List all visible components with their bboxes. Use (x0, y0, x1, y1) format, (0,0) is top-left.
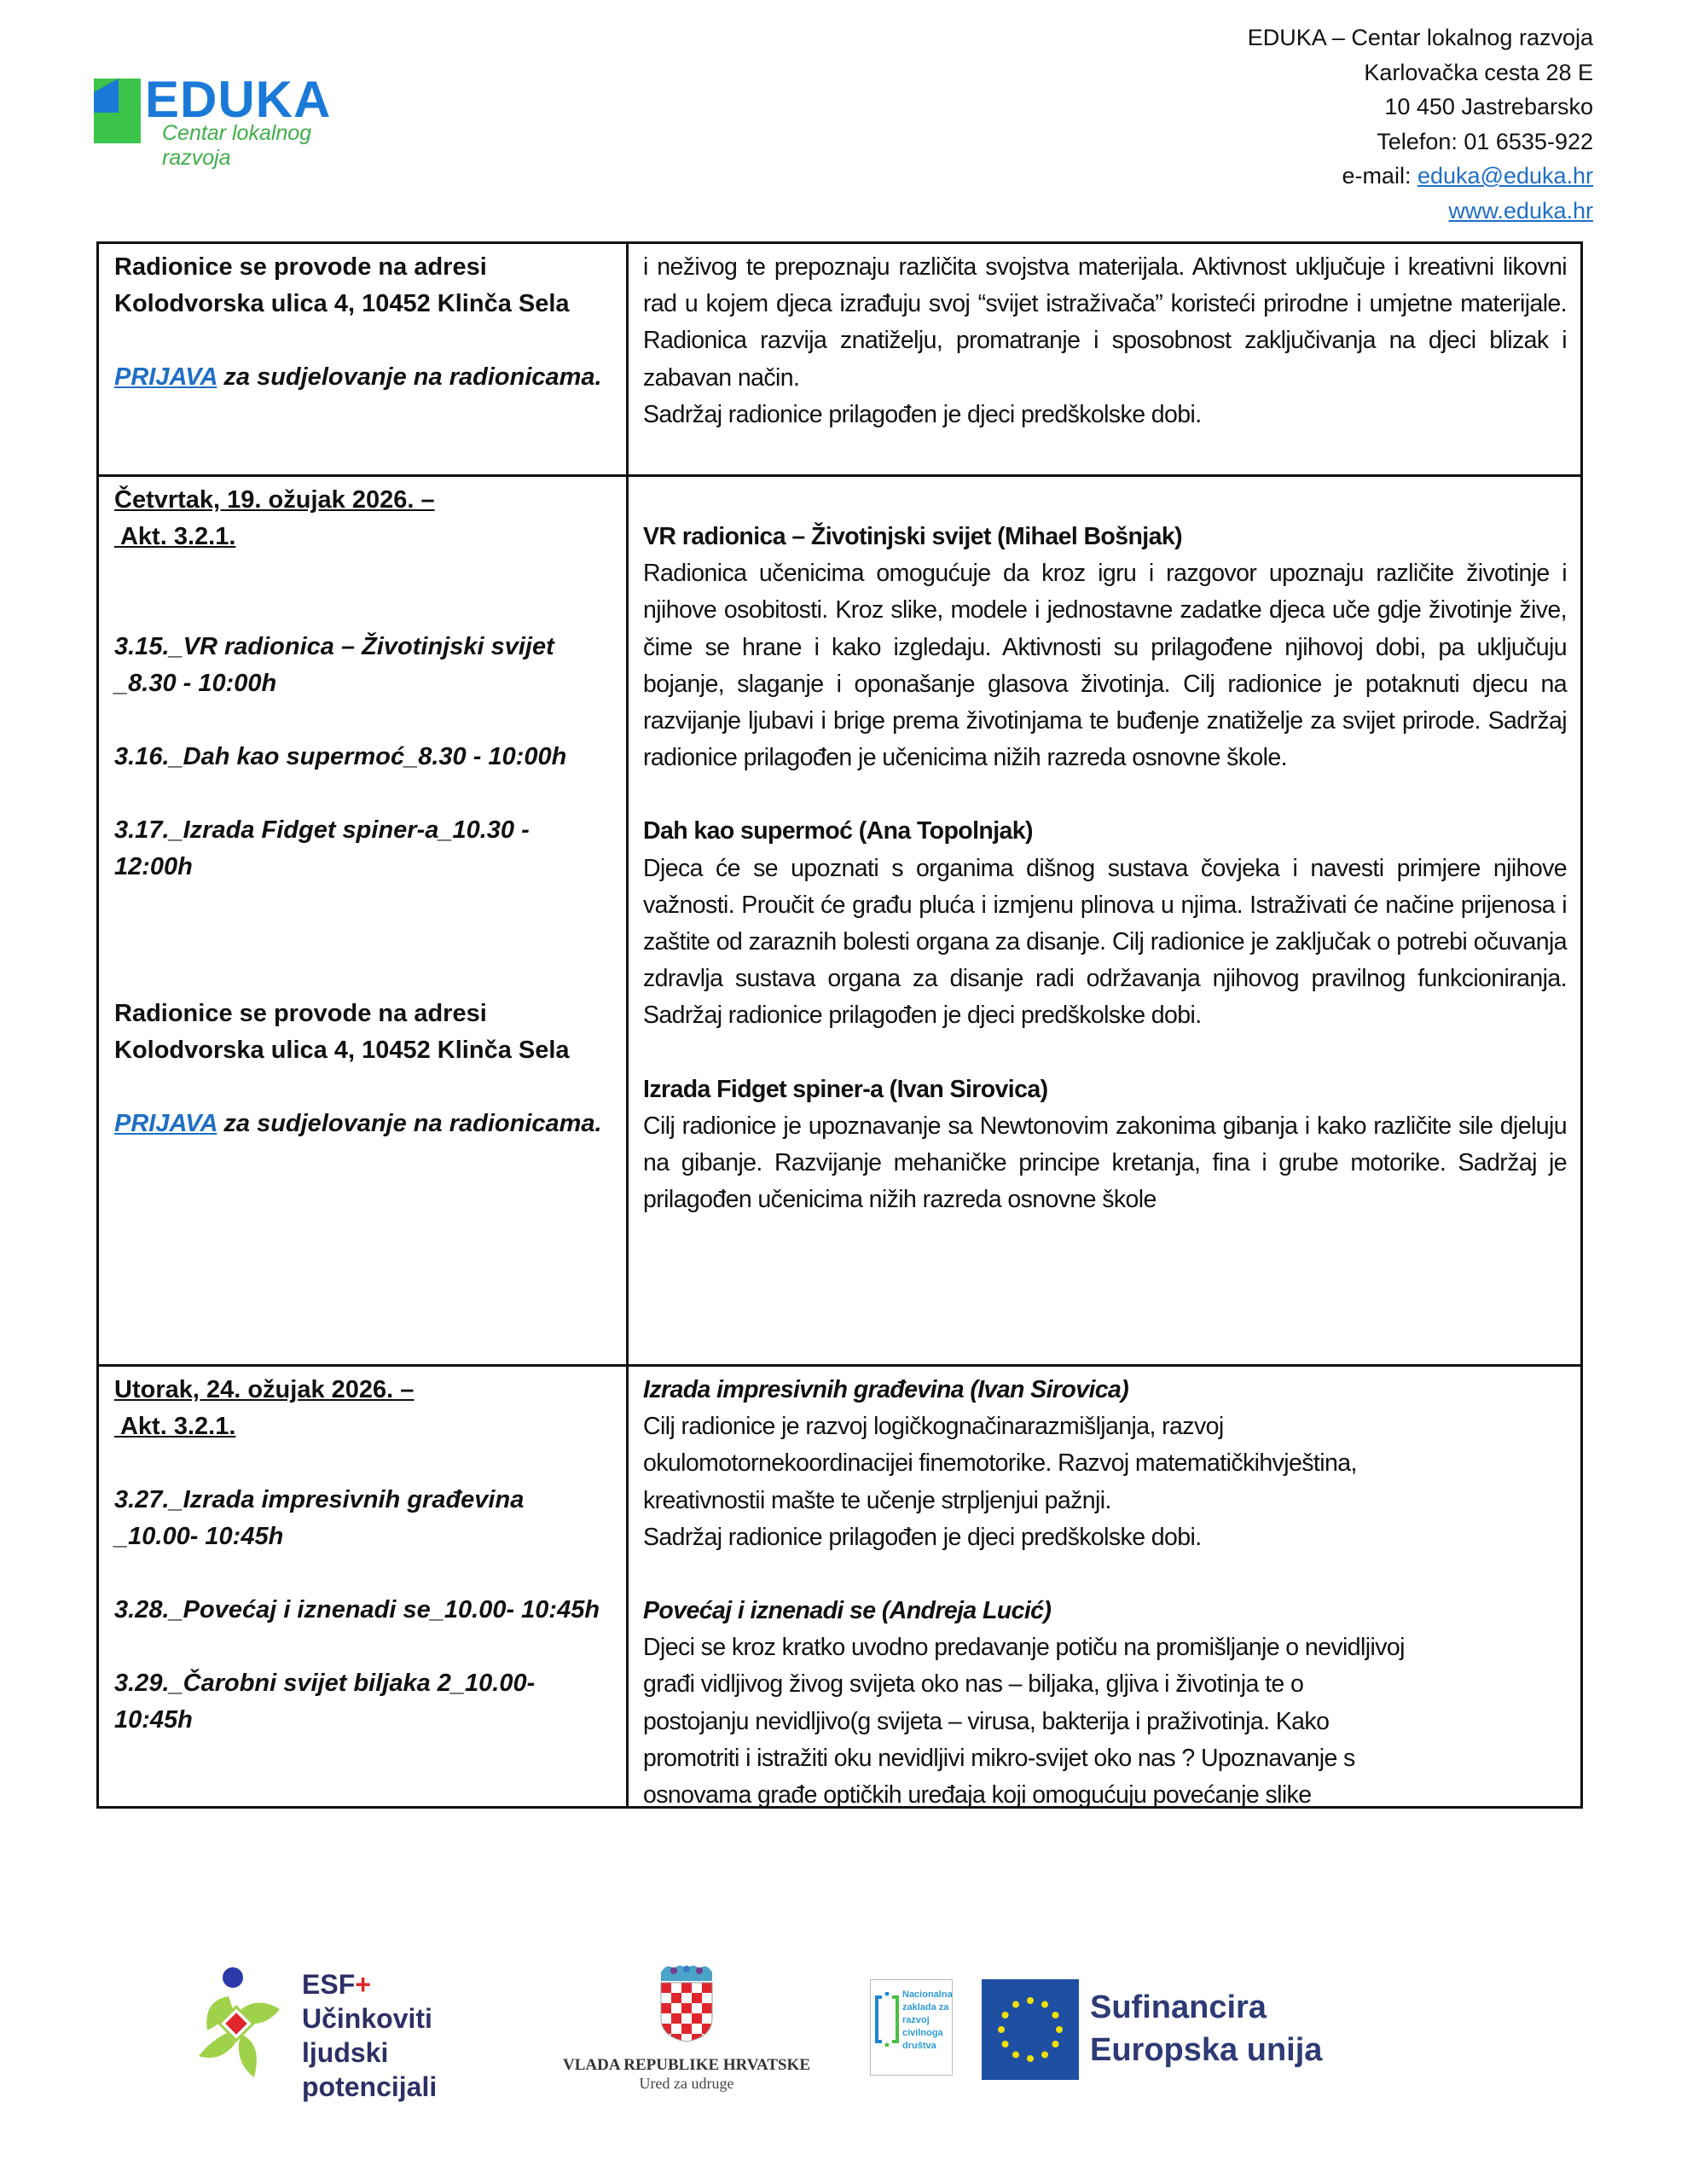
venue-address-line2: Kolodvorska ulica 4, 10452 Klinča Sela (114, 1037, 570, 1064)
website-link[interactable]: www.eduka.hr (1448, 197, 1593, 224)
eu-star (1027, 2055, 1034, 2062)
signup-link[interactable]: PRIJAVA (114, 363, 217, 391)
logo-brand-text: EDUKA (145, 71, 332, 128)
phone: Telefon: 01 6535-922 (1377, 128, 1593, 154)
foundation-line: razvoj (902, 2015, 930, 2025)
workshop-line: građi vidljivog živog svijeta oko nas – biljaka, gljiva i životinja te o (643, 1670, 1304, 1699)
audience-note: Sadržaj radionice prilagođen je djeci predškolske dobi. (643, 400, 1202, 428)
activity-code: Akt. 3.2.1. (114, 523, 236, 550)
workshop-line: postojanju nevidljivo(g svijeta – virusa, bakterija i praživotinja. Kako (643, 1707, 1330, 1735)
eu-star (1012, 2051, 1019, 2058)
contact-block (1248, 20, 1593, 228)
venue-address-line1: Radionice se provode na adresi (114, 1000, 487, 1027)
government-logo (546, 1962, 827, 2090)
signup-text: za sudjelovanje na radionicama. (217, 363, 602, 391)
foundation-line: društva (902, 2041, 936, 2051)
eu-star (1052, 2012, 1058, 2018)
workshop-line: okulomotornekoordinacijei finemotorike. Razvoj matematičkihvještina, (643, 1449, 1357, 1478)
eu-star (1002, 2012, 1009, 2018)
foundation-line: Nacionalna (902, 1989, 953, 2000)
eu-text-line2: Europska unija (1090, 2032, 1323, 2068)
org-name: EDUKA – Centar lokalnog razvoja (1247, 25, 1593, 50)
eu-star (1041, 2001, 1048, 2008)
table-row (99, 474, 1580, 1364)
eu-star (1012, 2001, 1019, 2008)
eu-flag (982, 1979, 1079, 2080)
schedule-cell (99, 1367, 629, 1806)
venue-address-line2: Kolodvorska ulica 4, 10452 Klinča Sela (114, 290, 570, 317)
schedule-table (96, 241, 1583, 1809)
signup-link[interactable]: PRIJAVA (114, 1110, 217, 1137)
foundation-line: civilnoga (902, 2028, 943, 2038)
workshop-line: Sadržaj radionice prilagođen je djeci predškolske dobi. (643, 1523, 1202, 1551)
government-name: VLADA REPUBLIKE HRVATSKE (562, 2056, 811, 2074)
workshop-title: Izrada Fidget spiner-a (Ivan Sirovica) (643, 1075, 1048, 1103)
eu-star (998, 2026, 1005, 2033)
workshop-title: VR radionica – Životinjski svijet (Mihael Bošnjak) (643, 523, 1183, 550)
esf-title (302, 1967, 476, 2001)
schedule-cell (99, 244, 629, 474)
workshop-description: Djeca će se upoznati s organima dišnog sustava čovjeka i navesti primjere njihove važnosti. Proučit će građu pluća i izmjenu plinova u njima. Istraživati će načine prijenosa i zaštite od zaraznih bolesti organa za disanje. Cilj radionice je zaključak o potrebi očuvanja zdravlja sustava organa za disanje radi održavanja njihovog pravilnog funkcioniranja. Sadržaj radionice prilagođen je djeci predškolske dobi. (643, 854, 1567, 1030)
eu-star (1027, 1997, 1034, 2004)
workshop-description: Radionica učenicima omogućuje da kroz igru i razgovor upoznaju različite životinje i njihove osobitosti. Kroz slike, modele i jednostavne zadatke djeca uče gdje životinje žive, čime se hrane i kako izgledaju. Aktivnosti su prilagođene njihovoj dobi, pa uključuju bojanje, slaganje i oponašanje glasova životinja. Cilj radionice je potaknuti djecu na razvijanje ljubavi i brige prema životinjama te buđenje znatiželje za svijet prirode. Sadržaj radionice prilagođen je učenicima nižih razreda osnovne škole. (643, 560, 1567, 772)
session-item: 3.28._Povećaj i iznenadi se_10.00- 10:45h (114, 1596, 600, 1623)
email-line (1248, 159, 1593, 194)
workshop-line: Cilj radionice je razvoj logičkognačinarazmišljanja, razvoj (643, 1413, 1224, 1441)
workshop-title: Povećaj i iznenadi se (Andreja Lucić) (643, 1597, 1052, 1625)
description-cell (629, 244, 1580, 474)
schedule-cell (99, 477, 629, 1364)
eu-star (1041, 2051, 1048, 2058)
table-row (99, 1364, 1580, 1809)
eu-text-line1: Sufinancira (1090, 1989, 1267, 2025)
eu-star (1002, 2041, 1009, 2048)
activity-code: Akt. 3.2.1. (114, 1413, 236, 1440)
workshop-line: osnovama građe optičkih uređaja koji omogućuju povećanje slike (643, 1781, 1312, 1809)
workshop-line: Djeci se kroz kratko uvodno predavanje potiču na promišljanje o nevidljivoj (643, 1634, 1405, 1662)
description-paragraph: i neživog te prepoznaju različita svojstva materijala. Aktivnost uključuje i kreativni likovni rad u kojem djeca izrađuju svoj “svijet istraživača” koristeći prirodne i umjetne materijale. Radionica razvija znatiželju, promatranje i sposobnost zaključivanja na djeci blizak i zabavan način. (643, 253, 1567, 392)
foundation-name (902, 1989, 953, 2053)
esf-subtitle-2: potencijali (302, 2071, 438, 2102)
esf-flower-icon (194, 1962, 288, 2082)
signup-text: za sudjelovanje na radionicama. (217, 1110, 602, 1137)
esf-title-text: ESF (302, 1969, 356, 2000)
croatian-coat-of-arms-icon (657, 1962, 716, 2043)
email-link[interactable]: eduka@eduka.hr (1417, 163, 1593, 189)
workshop-line: kreativnostii mašte te učenje strpljenjui pažnji. (643, 1486, 1111, 1514)
eu-star (1052, 2041, 1058, 2048)
session-item: 3.16._Dah kao supermoć_8.30 - 10:00h (114, 743, 567, 770)
email-label: e-mail: (1342, 163, 1417, 189)
description-cell (629, 1367, 1580, 1809)
session-date: Četvrtak, 19. ožujak 2026. – (114, 486, 435, 514)
eu-flag-icon (982, 1979, 1079, 2080)
foundation-logo (870, 1979, 953, 2076)
workshop-description: Cilj radionice je upoznavanje sa Newtonovim zakonima gibanja i kako različite sile djeluju na gibanje. Razvijanje mehaničke principe kretanja, fina i grube motorike. Sadržaj je prilagođen učenicima nižih razreda osnovne škole (643, 1112, 1567, 1214)
session-item: 3.15._VR radionica – Životinjski svijet _8.30 - 10:00h (114, 633, 554, 697)
table-row (99, 244, 1580, 474)
esf-subtitle-1: Učinkoviti ljudski (302, 2003, 432, 2068)
esf-logo (194, 1962, 476, 2102)
esf-plus: + (355, 1969, 371, 2000)
foundation-line: zaklada za (902, 2002, 949, 2013)
session-item: 3.17._Izrada Fidget spiner-a_10.30 - 12:00h (114, 816, 530, 880)
workshop-line: promotriti i istražiti oku nevidljivi mikro-svijet oko nas ? Upoznavanje s (643, 1744, 1355, 1772)
session-date: Utorak, 24. ožujak 2026. – (114, 1376, 415, 1403)
session-item: 3.27._Izrada impresivnih građevina _10.00- 10:45h (114, 1486, 525, 1550)
city-postal: 10 450 Jastrebarsko (1384, 94, 1593, 119)
workshop-title: Dah kao supermoć (Ana Topolnjak) (643, 817, 1033, 845)
eu-cofunded-text (1090, 1986, 1322, 2071)
logo-tagline: Centar lokalnog razvoja (162, 121, 312, 170)
street-address: Karlovačka cesta 28 E (1364, 59, 1593, 85)
venue-address-line1: Radionice se provode na adresi (114, 253, 487, 281)
eduka-logo (94, 71, 367, 170)
website-line (1248, 194, 1593, 229)
funding-logos (0, 1937, 1687, 2107)
signup-line (114, 359, 611, 396)
eu-star (1056, 2026, 1063, 2033)
government-office: Ured za udruge (639, 2075, 734, 2092)
signup-line (114, 1106, 611, 1142)
bracket-icon (874, 1992, 900, 2047)
esf-text (302, 1967, 476, 2104)
session-item: 3.29._Čarobni svijet biljaka 2_10.00- 10:45h (114, 1670, 536, 1734)
workshop-title: Izrada impresivnih građevina (Ivan Sirovica) (643, 1376, 1129, 1403)
description-cell (629, 477, 1580, 1364)
